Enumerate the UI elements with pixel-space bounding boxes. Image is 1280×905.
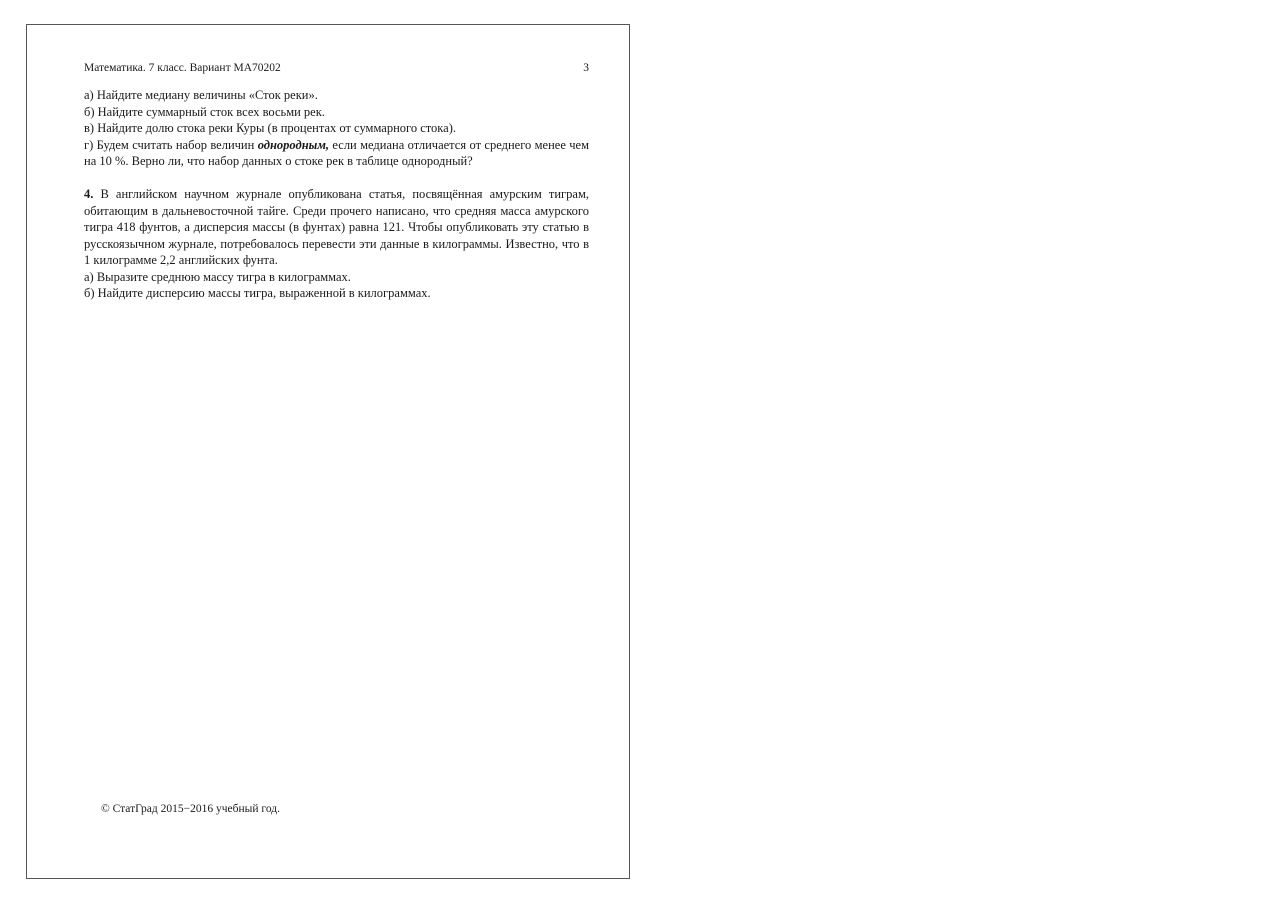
task3-item-d-emphasis: однородным, — [257, 137, 330, 152]
task3-item-d — [84, 137, 589, 170]
page-footer: © СтатГрад 2015−2016 учебный год. — [101, 803, 280, 815]
task3-item-b: б) Найдите суммарный сток всех восьми рек. — [84, 104, 325, 119]
task3-item-a: а) Найдите медиану величины «Сток реки». — [84, 88, 318, 102]
task3-item-c: в) Найдите долю стока реки Куры (в процентах от суммарного стока). — [84, 121, 457, 135]
task4-statement — [84, 186, 589, 269]
task4-text: В английском научном журнале опубликована статья, посвящённая амурским тиграм, обитающим в дальневосточной тайге. Среди прочего написано, что средняя масса амурского тигра 418 фунтов, а дисперсия массы (в фунтах) равна 121. Чтобы опубликовать эту статью в русскоязычном журнале, потребовалось перевести эти данные в килограммы. Известно, что в 1 килограмме 2,2 английских фунта. — [84, 187, 589, 267]
task4-item-b: б) Найдите дисперсию массы тигра, выраженной в килограммах. — [84, 286, 431, 300]
task4-item-a: а) Выразите среднюю массу тигра в килограммах. — [84, 269, 351, 284]
header-title: Математика. 7 класс. Вариант МА70202 — [84, 62, 281, 74]
page-number: 3 — [583, 62, 589, 74]
document-page — [26, 24, 630, 879]
task3-item-d-suffix: если медиана отличается от среднего менее чем на 10 %. Верно ли, что набор данных о стоке рек в таблице однородный? — [84, 137, 590, 168]
task4-number: 4. — [84, 187, 94, 201]
task3-item-d-prefix: г) Будем считать набор величин — [84, 137, 258, 152]
page-content — [84, 87, 589, 302]
